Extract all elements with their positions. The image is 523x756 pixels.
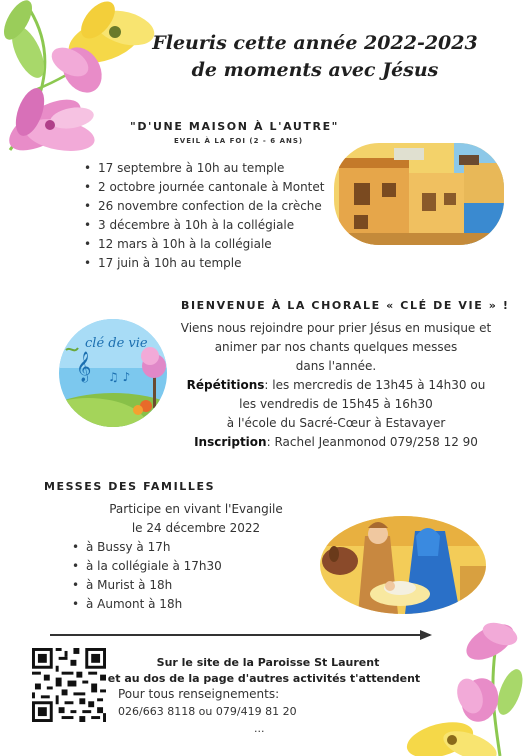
title-line-2: de moments avec Jésus <box>191 59 439 81</box>
section3-masses-list <box>72 538 272 614</box>
list-item: • à Aumont à 18h <box>72 595 272 614</box>
section3-intro <box>106 500 286 538</box>
inscription-label: Inscription <box>194 435 267 449</box>
list-item: • 17 septembre à 10h au temple <box>84 159 334 178</box>
intro-line-2: le 24 décembre 2022 <box>131 521 261 535</box>
repetitions-text: : les mercredis de 13h45 à 14h30 ou <box>264 378 486 392</box>
list-item: • 12 mars à 10h à la collégiale <box>84 235 334 254</box>
list-item: • à Bussy à 17h <box>72 538 272 557</box>
list-item: • 17 juin à 10h au temple <box>84 254 334 273</box>
divider-arrow-line <box>50 634 430 636</box>
title-line-1: Fleuris cette année 2022-2023 <box>152 32 478 54</box>
repetitions-label: Répétitions <box>186 378 265 392</box>
intro-line-1: Participe en vivant l'Evangile <box>109 502 283 516</box>
list-item: • 3 décembre à 10h à la collégiale <box>84 216 334 235</box>
section2-body <box>176 319 496 452</box>
section2-heading: BIENVENUE À LA CHORALE « CLÉ DE VIE » ! <box>181 299 510 312</box>
nativity-illustration <box>320 516 486 614</box>
page-title <box>150 30 480 84</box>
footer-bold-line-1: Sur le site de la Paroisse St Laurent <box>156 656 380 669</box>
chorale-line-2: animer par nos chants quelques messes <box>214 340 458 354</box>
chorale-line-1: Viens nous rejoindre pour prier Jésus en musique et <box>180 321 492 335</box>
inscription-line <box>176 433 496 452</box>
list-item: • 2 octobre journée cantonale à Montet <box>84 178 334 197</box>
logo-text: clé de vie <box>85 336 148 351</box>
repetitions-line-3: à l'école du Sacré-Cœur à Estavayer <box>226 416 446 430</box>
footer-bold-line-2: et au dos de la page d'autres activités t'attendent <box>107 672 421 685</box>
music-notes-icon: ♫ ♪ <box>108 370 131 384</box>
houses-illustration <box>334 143 504 245</box>
repetitions-line <box>176 376 496 395</box>
inscription-text: : Rachel Jeanmonod 079/258 12 90 <box>266 435 478 449</box>
footer-phones: 026/663 8118 ou 079/419 81 20 <box>118 705 297 718</box>
flowers-top-left-illustration <box>0 0 175 165</box>
section1-subheading: EVEIL À LA FOI (2 - 6 ANS) <box>174 137 304 145</box>
section1-heading: "D'UNE MAISON À L'AUTRE" <box>130 120 340 133</box>
treble-clef-icon: 𝄞 <box>76 352 92 382</box>
repetitions-line-2: les vendredis de 15h45 à 16h30 <box>239 397 433 411</box>
list-item: • 26 novembre confection de la crèche <box>84 197 334 216</box>
section3-heading: MESSES DES FAMILLES <box>44 480 216 493</box>
list-item: • à Murist à 18h <box>72 576 272 595</box>
list-item: • à la collégiale à 17h30 <box>72 557 272 576</box>
footer-ellipsis: ... <box>254 722 265 735</box>
section1-dates-list <box>84 159 334 273</box>
chorale-line-3: dans l'année. <box>295 359 377 373</box>
qr-code[interactable] <box>32 648 106 722</box>
footer-info-label: Pour tous renseignements: <box>118 687 280 701</box>
